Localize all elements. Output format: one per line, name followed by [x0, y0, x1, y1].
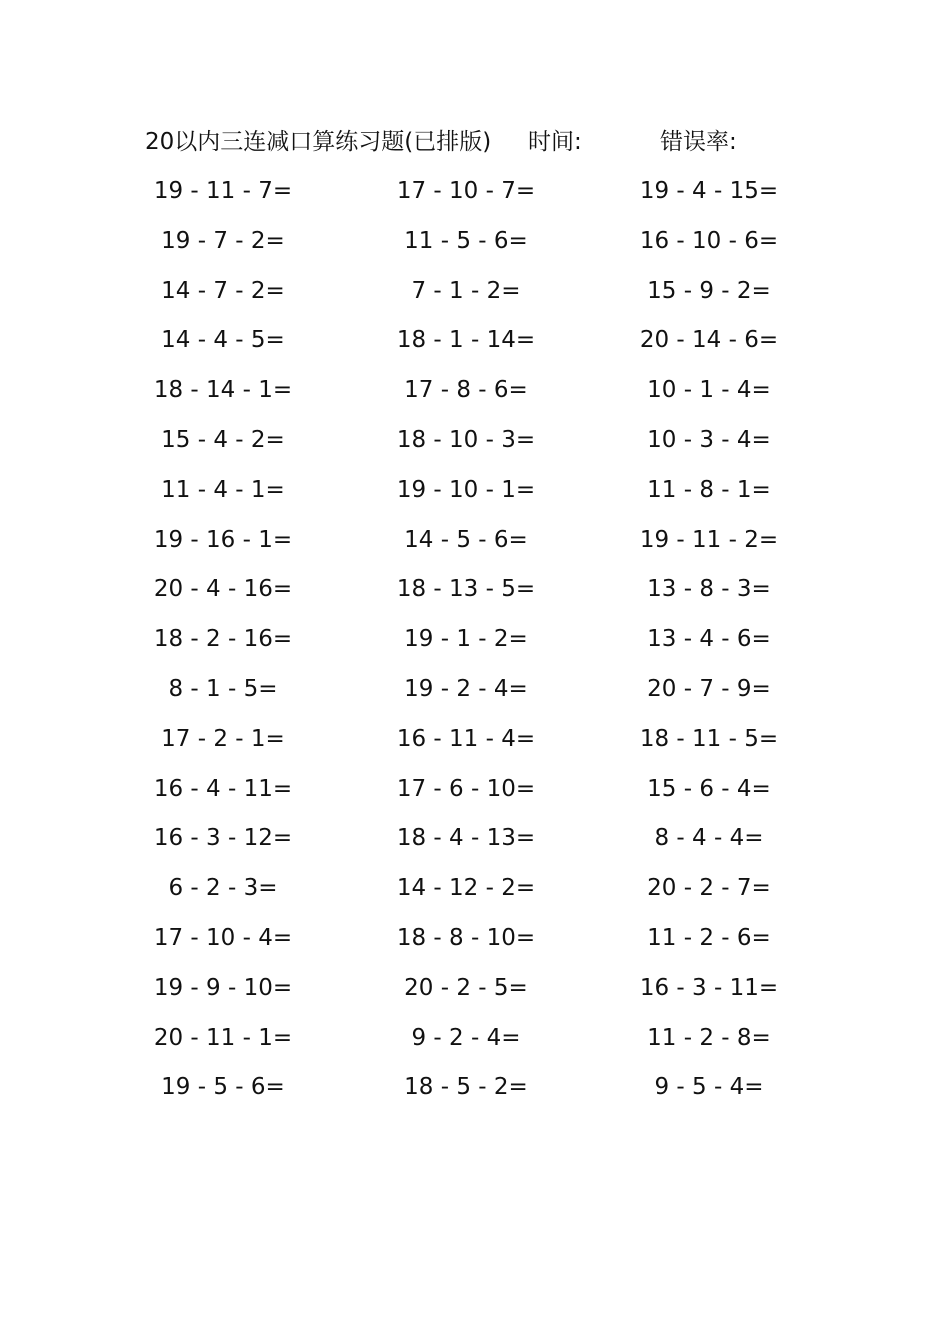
subtraction-problem: 11 - 2 - 6= [647, 925, 771, 951]
subtraction-problem: 14 - 5 - 6= [404, 526, 528, 553]
problem-row [0, 915, 950, 961]
problem-row [0, 865, 950, 911]
problem-row [0, 965, 950, 1011]
subtraction-problem: 14 - 12 - 2= [396, 875, 536, 902]
subtraction-problem: 18 - 11 - 5= [639, 725, 779, 752]
subtraction-problem: 16 - 3 - 11= [639, 974, 779, 1001]
problem-row [0, 367, 950, 413]
subtraction-problem: 8 - 4 - 4= [654, 825, 764, 852]
subtraction-problem: 11 - 8 - 1= [647, 476, 771, 503]
subtraction-problem: 18 - 10 - 3= [396, 427, 536, 453]
subtraction-problem: 18 - 13 - 5= [396, 576, 536, 603]
problem-row [0, 218, 950, 264]
problem-row [0, 616, 950, 662]
problem-row [0, 1064, 950, 1110]
subtraction-problem: 16 - 4 - 11= [153, 775, 293, 802]
subtraction-problem: 18 - 8 - 10= [396, 925, 536, 951]
subtraction-problem: 19 - 11 - 2= [639, 526, 779, 553]
subtraction-problem: 18 - 5 - 2= [404, 1074, 528, 1101]
problem-row [0, 517, 950, 563]
subtraction-problem: 19 - 16 - 1= [153, 526, 293, 553]
subtraction-problem: 9 - 2 - 4= [411, 1024, 521, 1051]
subtraction-problem: 18 - 4 - 13= [396, 825, 536, 852]
subtraction-problem: 10 - 3 - 4= [647, 427, 771, 453]
page-title: 20以内三连减口算练习题(已排版) [145, 129, 492, 155]
subtraction-problem: 18 - 14 - 1= [153, 377, 293, 404]
subtraction-problem: 9 - 5 - 4= [654, 1074, 764, 1101]
subtraction-problem: 19 - 1 - 2= [404, 626, 528, 653]
subtraction-problem: 20 - 14 - 6= [639, 327, 779, 354]
subtraction-problem: 17 - 10 - 7= [396, 178, 536, 204]
subtraction-problem: 19 - 10 - 1= [396, 476, 536, 503]
worksheet-header [0, 124, 950, 160]
subtraction-problem: 14 - 4 - 5= [161, 327, 285, 354]
subtraction-problem: 11 - 4 - 1= [161, 476, 285, 503]
subtraction-problem: 19 - 7 - 2= [161, 227, 285, 254]
problem-row [0, 815, 950, 861]
subtraction-problem: 14 - 7 - 2= [161, 277, 285, 304]
problem-row [0, 1015, 950, 1061]
subtraction-problem: 20 - 2 - 7= [647, 875, 771, 902]
subtraction-problem: 19 - 5 - 6= [161, 1074, 285, 1101]
subtraction-problem: 15 - 6 - 4= [647, 775, 771, 802]
subtraction-problem: 17 - 6 - 10= [396, 775, 536, 802]
subtraction-problem: 19 - 2 - 4= [404, 676, 528, 702]
subtraction-problem: 19 - 9 - 10= [153, 974, 293, 1001]
subtraction-problem: 20 - 2 - 5= [404, 974, 528, 1001]
problem-row [0, 317, 950, 363]
subtraction-problem: 18 - 1 - 14= [396, 327, 536, 354]
subtraction-problem: 16 - 10 - 6= [639, 227, 779, 254]
problem-row [0, 168, 950, 214]
problem-row [0, 467, 950, 513]
time-label: 时间: [528, 129, 582, 155]
subtraction-problem: 16 - 3 - 12= [153, 825, 293, 852]
problem-row [0, 566, 950, 612]
subtraction-problem: 13 - 4 - 6= [647, 626, 771, 653]
subtraction-problem: 6 - 2 - 3= [168, 875, 278, 902]
subtraction-problem: 19 - 11 - 7= [153, 178, 293, 204]
subtraction-problem: 7 - 1 - 2= [411, 277, 521, 304]
subtraction-problem: 17 - 10 - 4= [153, 925, 293, 951]
subtraction-problem: 20 - 4 - 16= [153, 576, 293, 603]
subtraction-problem: 10 - 1 - 4= [647, 377, 771, 404]
subtraction-problem: 17 - 2 - 1= [161, 725, 285, 752]
error-rate-label: 错误率: [660, 129, 737, 155]
subtraction-problem: 18 - 2 - 16= [153, 626, 293, 653]
problem-grid [0, 168, 950, 1118]
subtraction-problem: 11 - 5 - 6= [404, 227, 528, 254]
subtraction-problem: 15 - 4 - 2= [161, 427, 285, 453]
problem-row [0, 268, 950, 314]
problem-row [0, 417, 950, 463]
subtraction-problem: 19 - 4 - 15= [639, 178, 779, 204]
subtraction-problem: 16 - 11 - 4= [396, 725, 536, 752]
subtraction-problem: 20 - 11 - 1= [153, 1024, 293, 1051]
problem-row [0, 716, 950, 762]
subtraction-problem: 13 - 8 - 3= [647, 576, 771, 603]
problem-row [0, 766, 950, 812]
subtraction-problem: 8 - 1 - 5= [168, 676, 278, 702]
subtraction-problem: 17 - 8 - 6= [404, 377, 528, 404]
subtraction-problem: 15 - 9 - 2= [647, 277, 771, 304]
subtraction-problem: 20 - 7 - 9= [647, 676, 771, 702]
problem-row [0, 666, 950, 712]
subtraction-problem: 11 - 2 - 8= [647, 1024, 771, 1051]
